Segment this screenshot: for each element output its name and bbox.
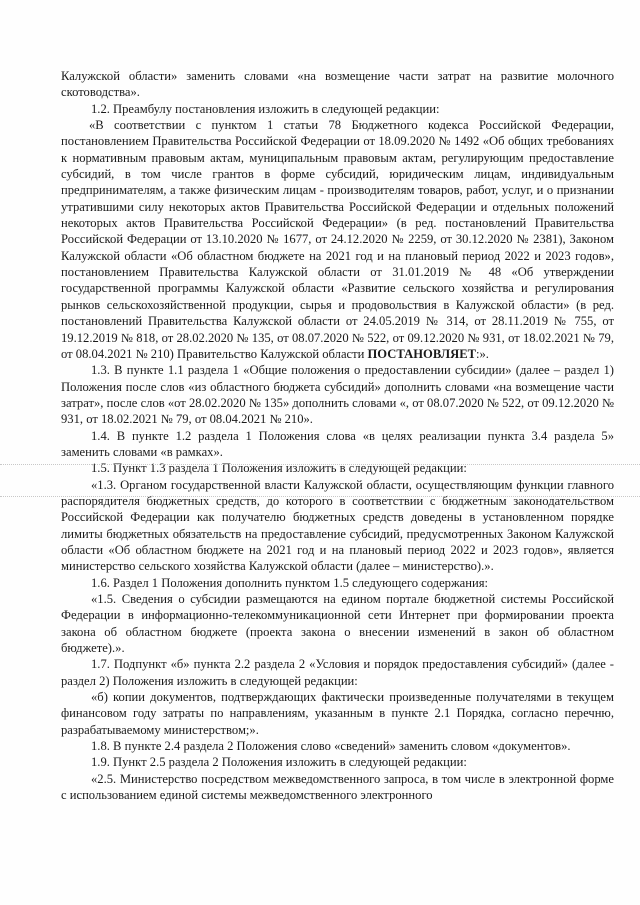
paragraph-b-quote: «б) копии документов, подтверждающих фактически произведенные получателями в текущем финансовом году затраты по направлениям, указанным в пункте 2.1 Порядка, согласно перечню, разрабатываемому министерством;». [61, 690, 614, 737]
scan-noise-line [0, 464, 640, 466]
paragraph-1-7: 1.7. Подпункт «б» пункта 2.2 раздела 2 «Условия и порядок предоставления субсидий» (далее - раздел 2) Положения изложить в следующей редакции: [61, 657, 614, 688]
paragraph-2-5-quote: «2.5. Министерство посредством межведомственного запроса, в том числе в электронной форме с использованием единой системы межведомственного электронного [61, 771, 614, 803]
paragraph-preamble [61, 117, 614, 362]
preamble-text: «В соответствии с пунктом 1 статьи 78 Бюджетного кодекса Российской Федерации, постановлением Правительства Российской Федерации от 18.09.2020 № 1492 «Об общих требованиях к нормативным правовым актам, муниципальным правовым актам, регулирующим предоставление субсидий, в том числе грантов в форме субсидий, юридическим лицам, индивидуальным предпринимателям, а также физическим лицам - производителям товаров, работ, услуг, и о признании утратившими силу некоторых актов Правительства Российской Федерации и отдельных положений некоторых актов Правительства Российской Федерации» (в ред. постановлений Правительства Российской Федерации от 13.10.2020 № 1677, от 24.12.2020 № 2259, от 30.12.2020 № 2381), Законом Калужской области «Об областном бюджете на 2021 год и на плановый период 2022 и 2023 годов», постановлением Правительства Калужской области от 31.01.2019 № 48 «Об утверждении государственной программы Калужской области «Развитие сельского хозяйства и регулирования рынков сельскохозяйственной продукции, сырья и продовольствия в Калужской области» (в ред. постановлений Правительства Калужской области от 24.05.2019 № 314, от 28.11.2019 № 755, от 19.12.2019 № 818, от 28.02.2020 № 135, от 08.07.2020 № 522, от 09.12.2020 № 931, от 18.02.2021 № 79, от 08.04.2021 № 210) Правительство Калужской области [61, 118, 614, 361]
paragraph-1-5: 1.5. Пункт 1.3 раздела 1 Положения изложить в следующей редакции: [91, 461, 467, 476]
preamble-tail: :». [476, 346, 489, 361]
paragraph-continuation: Калужской области» заменить словами «на возмещение части затрат на развитие молочного скотоводства». [61, 69, 614, 100]
preamble-bold-word: ПОСТАНОВЛЯЕТ [367, 346, 477, 361]
paragraph-1-4: 1.4. В пункте 1.2 раздела 1 Положения слова «в целях реализации пункта 3.4 раздела 5» заменить словами «в рамках». [61, 428, 614, 459]
paragraph-1-2: 1.2. Преамбулу постановления изложить в следующей редакции: [91, 101, 440, 116]
paragraph-1-3: 1.3. В пункте 1.1 раздела 1 «Общие положения о предоставлении субсидии» (далее – раздел 1) Положения после слов «из областного бюджета субсидий» дополнить словами «на возмещение части затрат», после слов «от 28.02.2020 № 135» дополнить словами «, от 08.07.2020 № 522, от 09.12.2020 № 931, от 18.02.2021 № 79, от 08.04.2021 № 210». [61, 363, 614, 427]
paragraph-1-9: 1.9. Пункт 2.5 раздела 2 Положения изложить в следующей редакции: [91, 755, 467, 770]
paragraph-1-3-quote: «1.3. Органом государственной власти Калужской области, осуществляющим функции главного распорядителя бюджетных средств, до которого в соответствии с бюджетным законодательством Российской Федерации как получателю бюджетных средств доведены в установленном порядке лимиты бюджетных обязательств на предоставление субсидий, предусмотренных Законом Калужской области «Об областном бюджете на 2021 год и на плановый период 2022 и 2023 годов», является министерство сельского хозяйства Калужской области (далее – министерство).». [61, 477, 614, 574]
paragraph-1-6: 1.6. Раздел 1 Положения дополнить пунктом 1.5 следующего содержания: [91, 575, 489, 590]
paragraph-1-8: 1.8. В пункте 2.4 раздела 2 Положения слово «сведений» заменить словом «документов». [91, 739, 571, 754]
paragraph-1-5-quote: «1.5. Сведения о субсидии размещаются на едином портале бюджетной системы Российской Федерации в информационно-телекоммуникационной сети Интернет при формировании проекта закона об областном бюджете (проекта закона о внесении изменений в закон об областном бюджете).». [61, 592, 614, 656]
scan-noise-line [0, 496, 640, 498]
